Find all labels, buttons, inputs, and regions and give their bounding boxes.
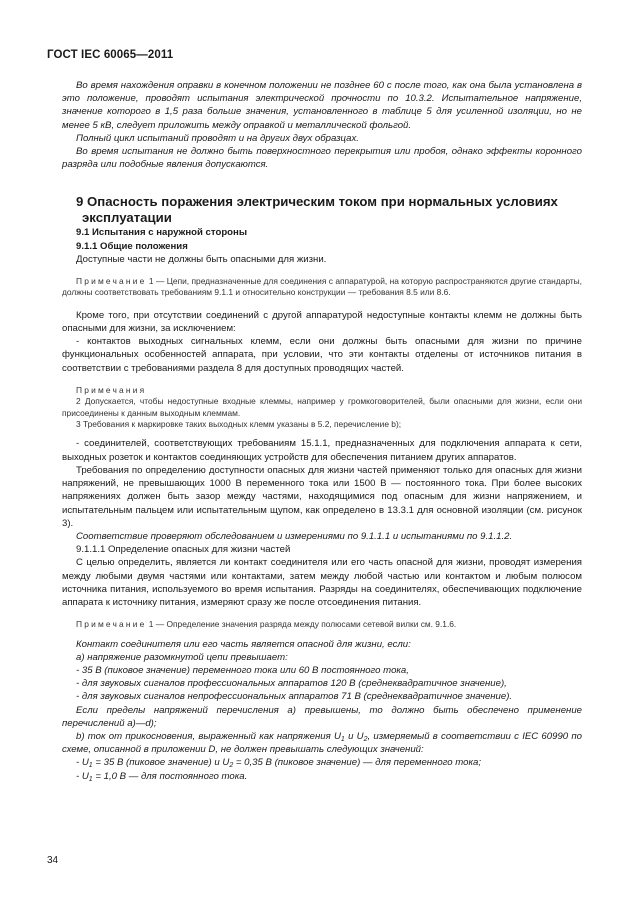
page-number: 34 (47, 855, 59, 866)
list-item-b: b) ток от прикосновения, выраженный как напряжения $U_1$ и $U_2$, измеряемый в соответствии с IEC 60990 по схеме, описанной в приложении D, не должен превышать следующих значений: (62, 730, 582, 756)
section-title-line2: эксплуатации (82, 210, 172, 226)
list-item-b1: - $U_1 = 35$ В (пиковое значение) и $U_2 = 0,35$ В (пиковое значение) — для переменного тока; (76, 757, 482, 770)
notes-label: Примечания (76, 384, 147, 395)
paragraph-test-mandrel: Во время нахождения оправки в конечном положении не позднее 60 с после того, как она была установлена в это положение, проводят испытания электрической прочности по 10.3.2. Испытательное напряжение, значение которого в 1,5 раза больше значения, установленного в таблице 5 для усиленной изоляции, но не менее 5 кВ, следует приложить между оправкой и металлической фольгой. (62, 80, 582, 131)
paragraph-no-flashover: Во время испытания не должно быть поверхностного перекрытия или пробоя, однако эффекты коронного разряда или подобные явления допускаются. (62, 146, 582, 171)
paragraph-limits: Если пределы напряжений перечисления а) превышены, то должно быть обеспечено применение перечислений a)—d); (62, 704, 582, 729)
paragraph-compliance: Соответствие проверяют обследованием и измерениями по 9.1.1.1 и испытаниями по 9.1.1.2. (76, 530, 513, 542)
section-title (62, 194, 582, 226)
paragraph-accessible-parts: Доступные части не должны быть опасными для жизни. (76, 253, 327, 265)
subsection-9-1-1-1: 9.1.1.1 Определение опасных для жизни частей (76, 544, 291, 556)
paragraph-requirements: Требования по определению доступности опасных для жизни частей применяют только для опасных для жизни напряжений, не превышающих 1000 В переменного тока или 1500 В — постоянного тока. При более высоких напряжениях должен быть зазор между частями, находящимися под опасным для жизни напряжением, и испытательным пальцем или испытательным щупом, как определено в 13.3.1 для основной изоляции (см. рисунок 3). (62, 464, 582, 529)
list-item-b2: - $U_1 = 1,0$ В — для постоянного тока. (76, 770, 248, 783)
subsection-9-1-1: 9.1.1 Общие положения (76, 240, 188, 252)
list-item-a1: - 35 В (пиковое значение) переменного тока или 60 В постоянного тока, (76, 664, 409, 676)
note-1 (62, 276, 582, 299)
document-header: ГОСТ IEC 60065—2011 (47, 49, 174, 61)
note-1-label: Примечание (76, 276, 147, 287)
note-1-text: 1 — Цепи, предназначенные для соединения с аппаратурой, на которую распространяются другие стандарты, должны соответствовать требованиям 9.1.1 и относительно конструкции — требования 8.5 или 8.6. (62, 276, 582, 298)
paragraph-besides: Кроме того, при отсутствии соединений с другой аппаратурой недоступные контакты клемм не должны быть опасными для жизни, за исключением: (62, 309, 582, 335)
note-4-label: Примечание (76, 619, 147, 630)
paragraph-output-contacts: - контактов выходных сигнальных клемм, если они должны быть опасными для жизни по причине функциональных особенностей аппарата, при условии, что эти контакты отделены от источников питания в соответствии с требованиями раздела 8 для доступных проводящих частей. (62, 336, 582, 374)
list-item-a: а) напряжение разомкнутой цепи превышает: (76, 651, 288, 663)
paragraph-connectors: - соединителей, соответствующих требованиям 15.1.1, предназначенных для подключения аппарата к сети, выходных розеток и контактов соединяющих устройств для обеспечения питанием других аппаратов. (62, 438, 582, 463)
section-title-line1: 9 Опасность поражения электрическим током при нормальных условиях (76, 194, 558, 210)
list-item-a2: - для звуковых сигналов профессиональных аппаратов 120 В (среднеквадратичное значение), (76, 678, 507, 690)
note-3: 3 Требования к маркировке таких выходных клемм указаны в 5.2, перечисление b); (76, 419, 402, 430)
note-4 (62, 619, 582, 630)
paragraph-measurement: С целью определить, является ли контакт соединителя или его часть опасной для жизни, проводят измерения между любыми двумя частями или контактами, затем между любой частью или контактом и любым полюсом источника питания, используемого во время испытания. Разряды на соединителях, обеспечивающих подключение аппарата к источнику питания, измеряют сразу же после отсоединения питания. (62, 557, 582, 608)
paragraph-contact-hazard: Контакт соединителя или его часть является опасной для жизни, если: (76, 638, 411, 650)
note-2: 2 Допускается, чтобы недоступные входные клеммы, например у громкоговорителей, были опасными для жизни, если они присоединены к данным выходным клеммам. (62, 396, 582, 418)
document-body (62, 79, 582, 783)
note-4-text: 1 — Определение значения разряда между полюсами сетевой вилки см. 9.1.6. (146, 619, 457, 630)
list-item-a3: - для звуковых сигналов непрофессиональных аппаратов 71 В (среднеквадратичное значение). (76, 691, 513, 703)
subsection-9-1: 9.1 Испытания с наружной стороны (76, 227, 248, 239)
paragraph-test-cycle: Полный цикл испытаний проводят и на других двух образцах. (76, 132, 359, 144)
